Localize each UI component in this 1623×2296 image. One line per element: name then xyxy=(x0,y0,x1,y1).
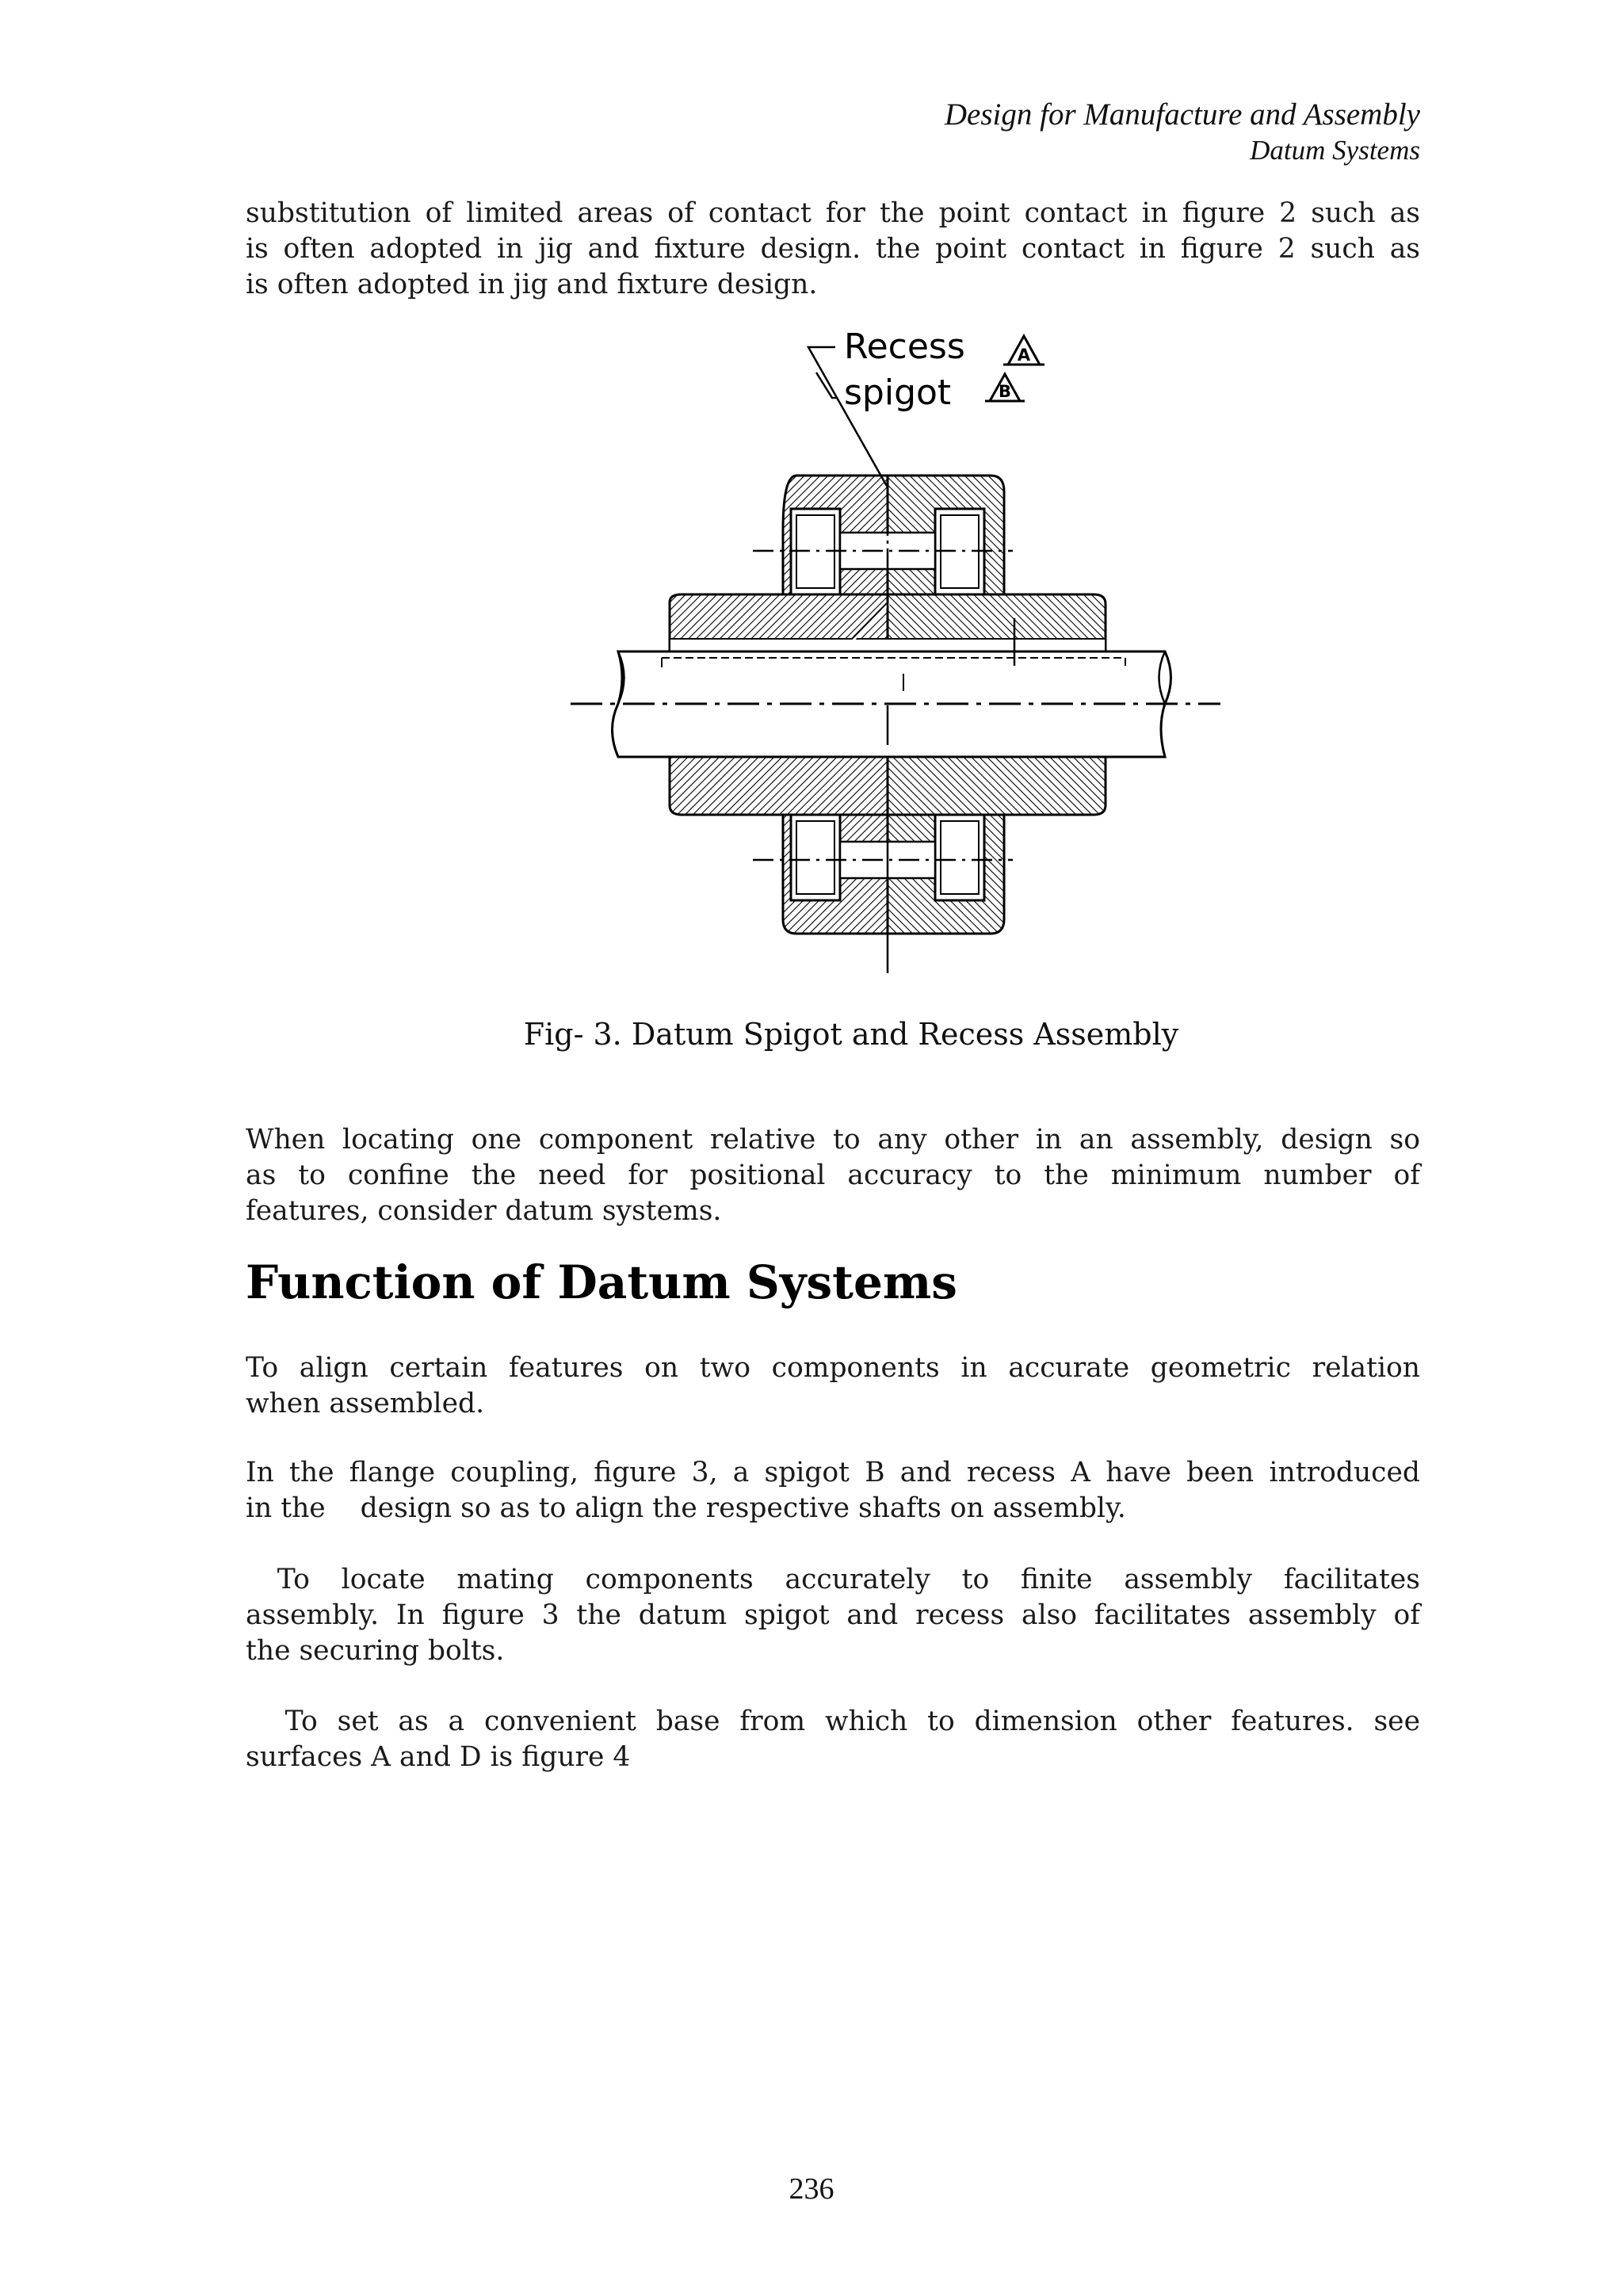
text-line: To align certain features on two components in accurate geometric relation xyxy=(246,1352,1420,1384)
flange-coupling-figure xyxy=(523,325,1236,983)
bottom-nut-right xyxy=(935,815,984,900)
figure-caption: Fig- 3. Datum Spigot and Recess Assembly xyxy=(523,1017,1179,1052)
datum-b-triangle-icon xyxy=(985,374,1025,401)
recess-leader-line xyxy=(808,347,888,487)
lower-hub-right xyxy=(888,757,1106,815)
text-line: the securing bolts. xyxy=(246,1635,505,1667)
align-paragraph xyxy=(246,1350,1420,1422)
text-line: When locating one component relative to any other in an assembly, design so xyxy=(246,1124,1420,1156)
upper-bore-gap xyxy=(670,639,1106,651)
text-line: To set as a convenient base from which to dimension other features. see xyxy=(246,1706,1420,1737)
flange-coupling-drawing xyxy=(523,325,1236,983)
text-line: In the flange coupling, figure 3, a spigot B and recess A have been introduced xyxy=(246,1457,1420,1488)
text-line: when assembled. xyxy=(246,1388,485,1419)
locating-paragraph xyxy=(246,1122,1420,1229)
recess-label: Recess xyxy=(844,327,965,367)
text-line: surfaces A and D is figure 4 xyxy=(246,1741,631,1773)
text-line: substitution of limited areas of contact for the point contact in figure 2 such as xyxy=(246,197,1420,229)
spigot-label: spigot xyxy=(844,372,952,413)
bottom-bolt-head-left xyxy=(791,815,840,900)
text-line: assembly. In figure 3 the datum spigot and recess also facilitates assembly of xyxy=(246,1599,1420,1631)
datum-b-letter: B xyxy=(998,382,1012,401)
text-line: is often adopted in jig and fixture design. xyxy=(246,269,818,300)
flange-paragraph xyxy=(246,1455,1420,1526)
section-heading: Function of Datum Systems xyxy=(246,1255,957,1309)
text-line: is often adopted in jig and fixture design. the point contact in figure 2 such as xyxy=(246,233,1420,265)
base-paragraph xyxy=(246,1704,1420,1775)
text-line: features, consider datum systems. xyxy=(246,1195,722,1227)
text-line: To locate mating components accurately to finite assembly facilitates xyxy=(246,1564,1421,1595)
page-number: 236 xyxy=(789,2172,834,2206)
running-header-title: Design for Manufacture and Assembly xyxy=(944,97,1420,132)
locate-paragraph xyxy=(246,1562,1420,1669)
text-line: in the design so as to align the respective shafts on assembly. xyxy=(246,1492,1126,1524)
datum-a-letter: A xyxy=(1017,346,1031,365)
running-header-subtitle: Datum Systems xyxy=(1250,135,1420,166)
datum-a-triangle-icon xyxy=(1003,336,1044,365)
lower-hub-left xyxy=(670,757,888,815)
intro-paragraph xyxy=(246,196,1420,303)
text-line: as to confine the need for positional accuracy to the minimum number of xyxy=(246,1159,1420,1191)
